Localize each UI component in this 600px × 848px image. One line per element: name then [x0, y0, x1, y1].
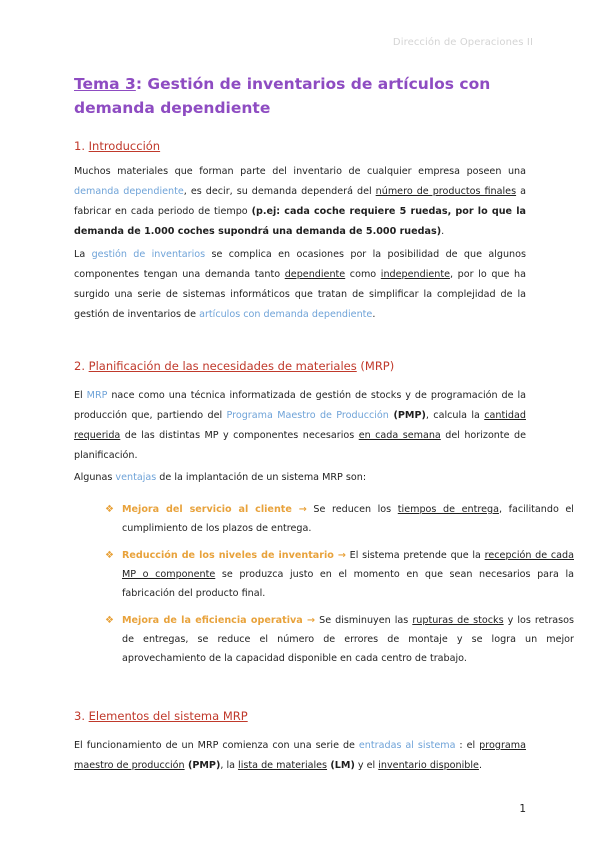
- page-number: 1: [519, 803, 526, 815]
- bullet-lead: Mejora de la eficiencia operativa →: [122, 615, 316, 626]
- text: El: [74, 390, 87, 401]
- text: .: [441, 226, 445, 237]
- text: , por lo que ha surgido una serie de sistemas informáticos que tratan de simplificar la complejidad de la gestión de inventarios de: [74, 269, 527, 320]
- bullet-lead: Reducción de los niveles de inventario →: [122, 550, 346, 561]
- text: nace como una técnica informatizada de gestión de stocks y de programación de la producción que, partiendo del: [74, 390, 526, 421]
- section-2-suffix: (MRP): [356, 359, 395, 373]
- section-3-number: 3.: [74, 709, 89, 723]
- list-item: [74, 546, 574, 603]
- section-1-title: Introducción: [88, 139, 161, 153]
- section-3-heading: [74, 708, 526, 724]
- underlined-term: dependiente: [284, 269, 346, 280]
- text: .: [478, 760, 483, 771]
- bold-example: (p.ej: cada coche requiere 5 ruedas, por lo que la demanda de 1.000 coches supondrá una demanda de 5.000 ruedas): [74, 206, 526, 237]
- diamond-bullet-icon: ❖: [105, 615, 114, 626]
- text: Se disminuyen las: [315, 615, 413, 626]
- text: Muchos materiales que forman parte del inventario de cualquier empresa poseen una: [74, 166, 526, 177]
- running-header: Dirección de Operaciones II: [392, 37, 533, 48]
- section-2-number: 2.: [74, 359, 89, 373]
- section-2-paragraph-2: [74, 468, 526, 488]
- section-1-paragraph-1: [74, 162, 526, 242]
- underlined-term: tiempos de entrega: [397, 504, 499, 515]
- title-rest: : Gestión de inventarios de artículos con demanda dependiente: [74, 75, 491, 117]
- text: se produzca justo en el momento en que sean necesarios para la fabricación del producto final.: [122, 569, 574, 599]
- text: El funcionamiento de un MRP comienza con una serie de: [74, 740, 359, 751]
- text: del horizonte de planificación.: [74, 430, 526, 461]
- term-articulos-demanda-dependiente: artículos con demanda dependiente: [199, 309, 373, 320]
- page-title: [74, 72, 526, 120]
- text: Algunas: [74, 472, 116, 483]
- term-ventajas: ventajas: [115, 472, 157, 483]
- section-2-heading: [74, 358, 526, 374]
- bullet-lead: Mejora del servicio al cliente →: [122, 504, 307, 515]
- text: .: [372, 309, 376, 320]
- section-3-paragraph-1: [74, 736, 526, 776]
- text: , es decir, su demanda dependerá del: [183, 186, 376, 197]
- text: de las distintas MP y componentes necesarios: [120, 430, 359, 441]
- section-1-paragraph-2: [74, 245, 526, 325]
- bold-abbrev: (PMP): [388, 410, 426, 421]
- text: y los retrasos de entregas, se reduce el número de errores de montaje y se logra un mejor aprovechamiento de la capacidad disponible en cada centro de trabajo.: [122, 615, 575, 664]
- underlined-term: independiente: [380, 269, 451, 280]
- text: como: [345, 269, 381, 280]
- underlined-term: en cada semana: [358, 430, 441, 441]
- list-item: [74, 500, 574, 538]
- underlined-term: cantidad requerida: [74, 410, 526, 441]
- list-item: [74, 611, 574, 668]
- diamond-bullet-icon: ❖: [105, 504, 114, 515]
- term-demanda-dependiente: demanda dependiente: [74, 186, 184, 197]
- section-2-title: Planificación de las necesidades de materiales: [88, 359, 357, 373]
- text: La: [74, 249, 92, 260]
- text: Se reducen los: [306, 504, 398, 515]
- text: El sistema pretende que la: [345, 550, 485, 561]
- term-entradas-sistema: entradas al sistema: [358, 740, 456, 751]
- diamond-bullet-icon: ❖: [105, 550, 114, 561]
- text: : el: [455, 740, 480, 751]
- underlined-term: recepción de cada MP o componente: [122, 550, 574, 580]
- bold-abbrev: (PMP): [184, 760, 221, 771]
- text: y el: [354, 760, 379, 771]
- term-mrp: MRP: [86, 390, 108, 401]
- section-1-number: 1.: [74, 139, 89, 153]
- underlined-term: número de productos finales: [375, 186, 517, 197]
- section-2-paragraph-1: [74, 386, 526, 466]
- title-tema: Tema 3: [74, 75, 136, 93]
- bold-abbrev: (LM): [327, 760, 355, 771]
- underlined-term: rupturas de stocks: [412, 615, 504, 626]
- text: a fabricar en cada periodo de tiempo: [74, 186, 526, 217]
- section-1-heading: [74, 138, 526, 154]
- underlined-term: lista de materiales: [238, 760, 328, 771]
- text: , facilitando el cumplimiento de los plazos de entrega.: [122, 504, 574, 534]
- text: se complica en ocasiones por la posibilidad de que algunos componentes tengan una demanda tanto: [74, 249, 527, 280]
- term-pmp: Programa Maestro de Producción: [226, 410, 389, 421]
- underlined-term: inventario disponible: [378, 760, 479, 771]
- text: de la implantación de un sistema MRP son:: [156, 472, 367, 483]
- text: , calcula la: [425, 410, 485, 421]
- underlined-term: programa maestro de producción: [74, 740, 527, 771]
- section-3-title: Elementos del sistema MRP: [88, 709, 248, 723]
- term-gestion-inventarios: gestión de inventarios: [91, 249, 206, 260]
- text: , la: [220, 760, 239, 771]
